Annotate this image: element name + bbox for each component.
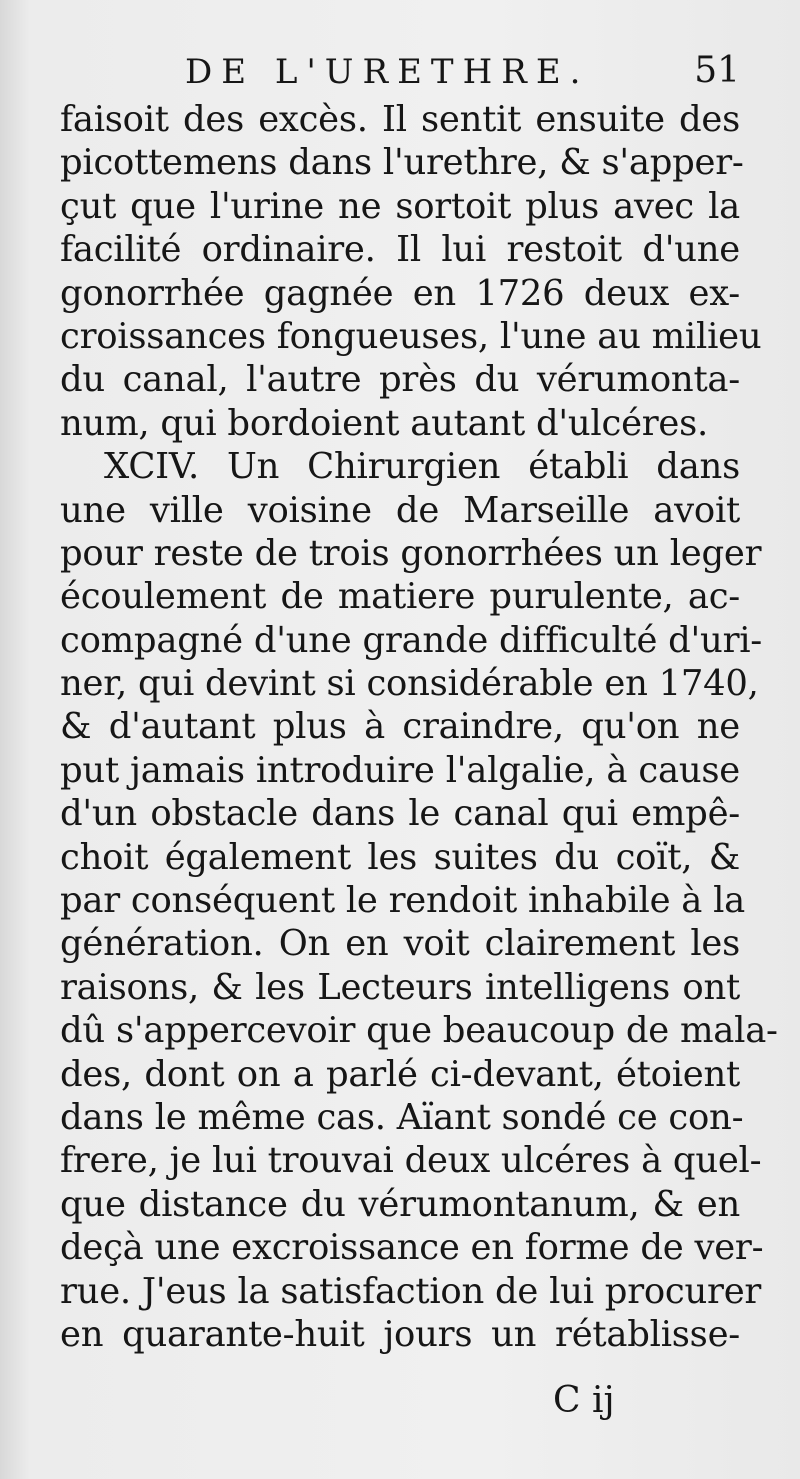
text-line: deçà une excroissance en forme de ver- [60, 1227, 764, 1269]
text-line: gonorrhée gagnée en 1726 deux ex- [60, 272, 740, 314]
running-title: DE L'URETHRE. [185, 52, 590, 92]
page-number: 51 [694, 50, 740, 91]
text-line: facilité ordinaire. Il lui restoit d'une [60, 229, 740, 271]
text-line: par conséquent le rendoit inhabile à la [60, 880, 746, 922]
text-line: frere, je lui trouvai deux ulcéres à quel- [60, 1140, 762, 1182]
text-line: compagné d'une grande difficulté d'uri- [60, 619, 763, 661]
page-header [60, 50, 740, 100]
text-line: choit également les suites du coït, & [60, 836, 740, 878]
text-line: des, dont on a parlé ci-devant, étoient [60, 1053, 740, 1095]
text-line: faisoit des excès. Il sentit ensuite des [60, 99, 740, 140]
text-line: en quarante-huit jours un rétablisse- [60, 1313, 740, 1355]
text-line: put jamais introduire l'algalie, à cause [60, 749, 740, 791]
text-line: raisons, & les Lecteurs intelligens ont [60, 966, 740, 1008]
text-line: d'un obstacle dans le canal qui empê- [60, 793, 740, 835]
text-line: dû s'appercevoir que beaucoup de mala- [60, 1010, 778, 1052]
text-line: çut que l'urine ne sortoit plus avec la [60, 185, 740, 227]
text-line: & d'autant plus à craindre, qu'on ne [60, 706, 740, 748]
text-line: dans le même cas. Aïant sondé ce con- [60, 1096, 744, 1138]
text-line: que distance du vérumontanum, & en [60, 1183, 740, 1225]
text-line: une ville voisine de Marseille avoit [60, 489, 740, 531]
section-start-line: XCIV. Un Chirurgien établi dans [104, 446, 740, 488]
text-line: écoulement de matiere purulente, ac- [60, 576, 740, 618]
text-line: pour reste de trois gonorrhées un leger [60, 532, 762, 574]
text-line: num, qui bordoient autant d'ulcéres. [60, 402, 709, 444]
text-line: ner, qui devint si considérable en 1740, [60, 663, 759, 705]
text-line: rue. J'eus la satisfaction de lui procurer [60, 1270, 762, 1312]
signature-mark: C ij [553, 1380, 615, 1421]
body-text [60, 98, 778, 1356]
text-line: croissances fongueuses, l'une au milieu [60, 315, 762, 357]
text-line: du canal, l'autre près du vérumonta- [60, 359, 740, 401]
text-line: picottemens dans l'urethre, & s'apper- [60, 142, 744, 184]
text-line: génération. On en voit clairement les [60, 923, 740, 965]
